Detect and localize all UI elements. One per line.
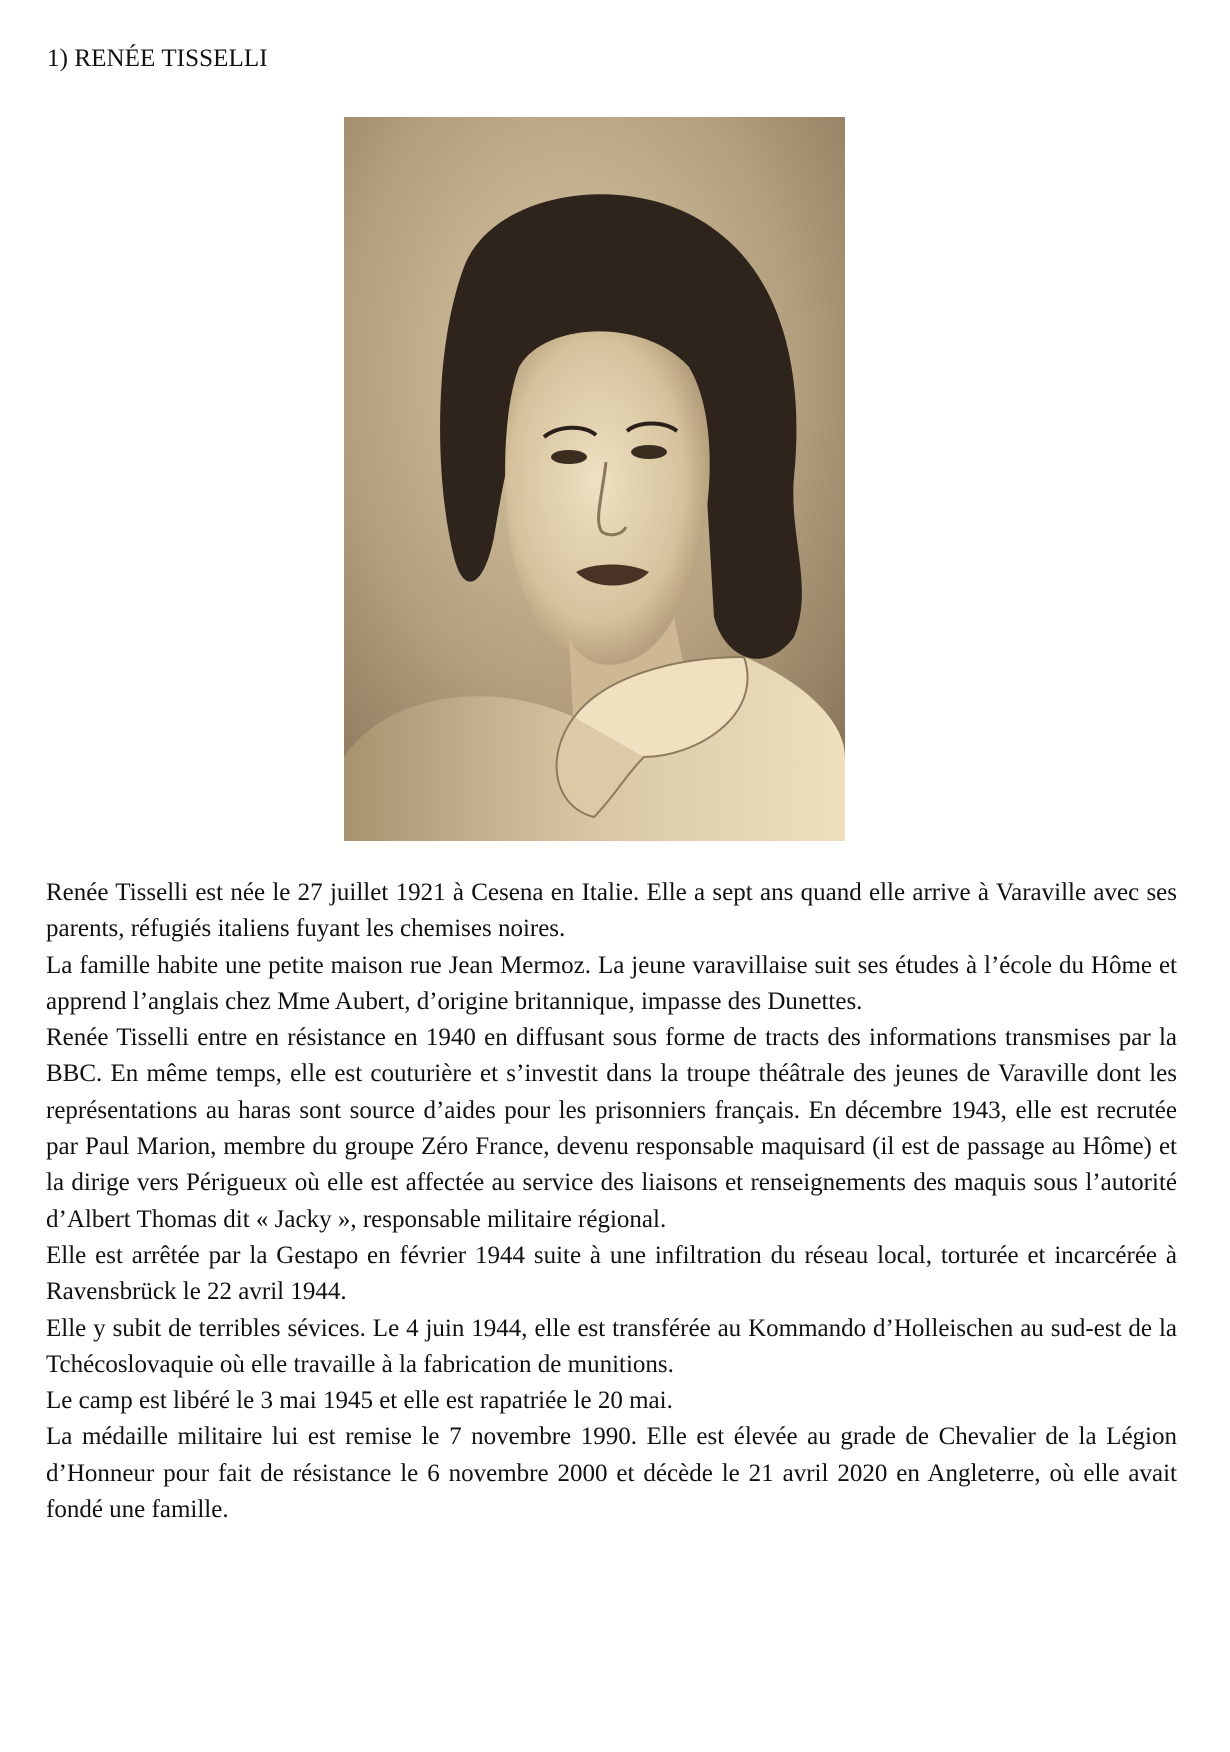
biography-text (46, 875, 1177, 1528)
bio-paragraph-honours: La médaille militaire lui est remise le 7 novembre 1990. Elle est élevée au grade de Chevalier de la Légion d’Honneur pour fait de résistance le 6 novembre 2000 et décède le 21 avril 2020 en Angleterre, où elle avait fondé une famille. (46, 1423, 1177, 1524)
portrait-illustration (344, 117, 845, 841)
bio-paragraph-birth: Renée Tisselli est née le 27 juillet 1921 à Cesena en Italie. Elle a sept ans quand elle arrive à Varaville avec ses parents, réfugiés italiens fuyant les chemises noires. (46, 879, 1177, 943)
bio-paragraph-arrest: Elle est arrêtée par la Gestapo en février 1944 suite à une infiltration du réseau local, torturée et incarcérée à Ravensbrück le 22 avril 1944. (46, 1241, 1177, 1306)
portrait-photo (344, 117, 845, 841)
bio-paragraph-resistance: Renée Tisselli entre en résistance en 1940 en diffusant sous forme de tracts des informations transmises par la BBC. En même temps, elle est couturière et s’investit dans la troupe théâtrale des jeunes de Varaville dont les représentations au haras sont source d’aides pour les prisonniers français. En décembre 1943, elle est recrutée par Paul Marion, membre du groupe Zéro France, devenu responsable maquisard (il est de passage au Hôme) et la dirige vers Périgueux où elle est affectée au service des liaisons et renseignements des maquis sous l’autorité d’Albert Thomas dit « Jacky », responsable militaire régional. (46, 1024, 1177, 1233)
left-eye (551, 450, 587, 464)
bio-paragraph-deportation: Elle y subit de terribles sévices. Le 4 juin 1944, elle est transférée au Kommando d’Holleischen au sud-est de la Tchécoslovaquie où elle travaille à la fabrication de munitions. (46, 1314, 1177, 1378)
bio-paragraph-family: La famille habite une petite maison rue Jean Mermoz. La jeune varavillaise suit ses études à l’école du Hôme et apprend l’anglais chez Mme Aubert, d’origine britannique, impasse des Dunettes. (46, 951, 1177, 1015)
bio-paragraph-liberation: Le camp est libéré le 3 mai 1945 et elle est rapatriée le 20 mai. (46, 1387, 673, 1415)
page-heading: 1) RENÉE TISSELLI (47, 45, 268, 72)
right-eye (631, 445, 667, 459)
